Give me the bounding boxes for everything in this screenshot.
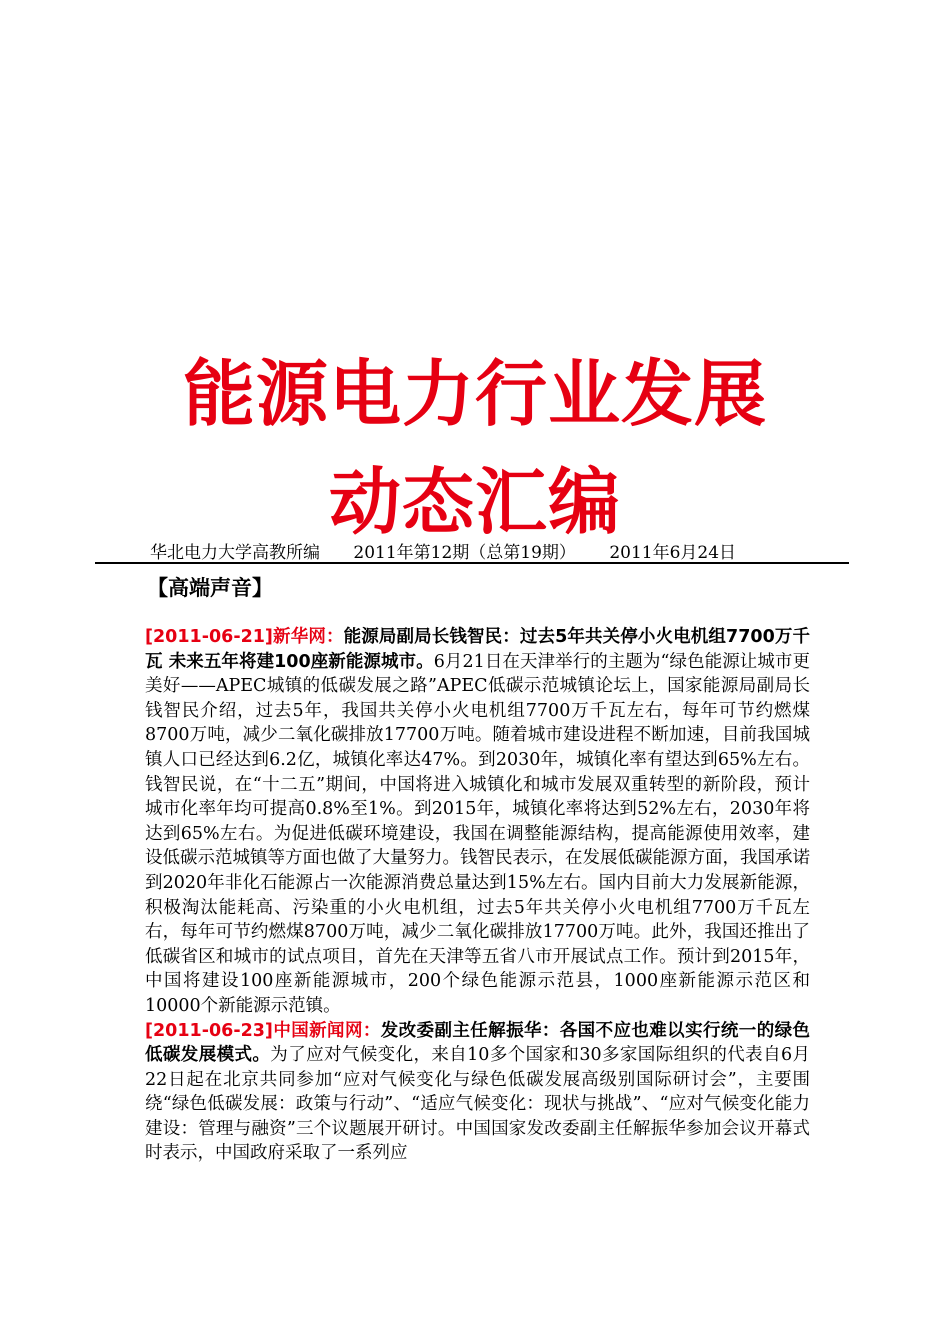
publisher: 华北电力大学高教所编 xyxy=(150,543,320,563)
news-headline: 发改委副主任解振华：各国不应也难以实行统一的绿色低碳发展模式。 xyxy=(145,1020,810,1066)
news-body xyxy=(145,625,810,1166)
issue-number: 2011年第12期（总第19期） xyxy=(353,543,576,563)
news-text: 6月21日在天津举行的主题为“绿色能源让城市更美好——APEC城镇的低碳发展之路”APEC低碳示范城镇论坛上，国家能源局副局长钱智民介绍，过去5年，我国共关停小火电机组7700万千瓦左右，每年可节约燃煤8700万吨，减少二氧化碳排放17700万吨。随着城市建设进程不断加速，目前我国城镇人口已经达到6.2亿，城镇化率达47%。到2030年，城镇化率有望达到65%左右。钱智民说，在“十二五”期间，中国将进入城镇化和城市发展双重转型的新阶段，预计城市化率年均可提高0.8%至1%。到2015年，城镇化率将达到52%左右，2030年将达到65%左右。为促进低碳环境建设，我国在调整能源结构，提高能源使用效率，建设低碳示范城镇等方面也做了大量努力。钱智民表示，在发展低碳能源方面，我国承诺到2020年非化石能源占一次能源消费总量达到15%左右。国内目前大力发展新能源，积极淘汰能耗高、污染重的小火电机组，过去5年共关停小火电机组7700万千瓦左右，每年可节约燃煤8700万吨，减少二氧化碳排放17700万吨。此外，我国还推出了低碳省区和城市的试点项目，首先在天津等五省八市开展试点工作。预计到2015年，中国将建设100座新能源城市，200个绿色能源示范县，1000座新能源示范区和10000个新能源示范镇。 xyxy=(145,651,810,1016)
cover-title-line-2: 动态汇编 xyxy=(328,460,621,544)
header-divider xyxy=(95,562,849,564)
news-text: 为了应对气候变化，来自10多个国家和30多家国际组织的代表自6月22日起在北京共同参加“应对气候变化与绿色低碳发展高级别国际研讨会”，主要围绕“绿色低碳发展：政策与行动”、“适应气候变化：现状与挑战”、“应对气候变化能力建设：管理与融资”三个议题展开研讨。中国国家发改委副主任解振华参加会议开幕式时表示，中国政府采取了一系列应 xyxy=(145,1045,811,1164)
section-title: 【高端声音】 xyxy=(147,576,273,600)
news-source: [2011-06-23]中国新闻网： xyxy=(145,1020,381,1041)
news-source: [2011-06-21]新华网： xyxy=(145,627,344,647)
news-headline: 能源局副局长钱智民：过去5年共关停小火电机组7700万千瓦 未来五年将建100座新能源城市。 xyxy=(145,627,810,672)
news-item xyxy=(145,1019,810,1167)
issue-info xyxy=(150,538,850,563)
issue-date: 2011年6月24日 xyxy=(609,543,737,563)
news-item xyxy=(145,625,810,1019)
cover-title-line-1: 能源电力行业发展 xyxy=(182,352,767,436)
